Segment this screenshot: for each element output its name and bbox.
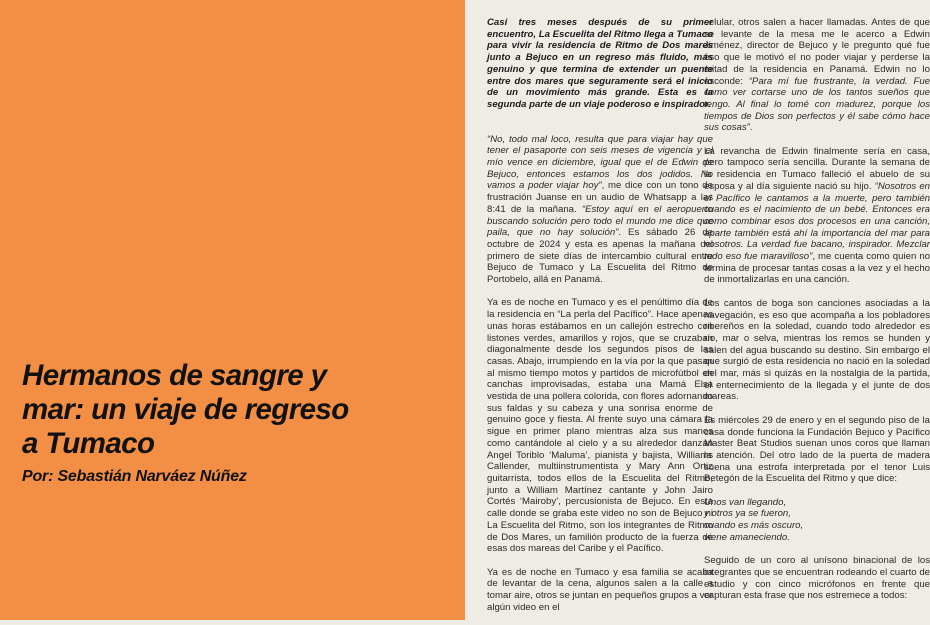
lead-paragraph: Casi tres meses después de su primer encuentro, La Escuelita del Ritmo llega a Tumaco para vivir la residencia de Ritmo de Dos mares junto a Bejuco en un regreso más fluido, más genuino y que termina de extender un puente entre dos mares que seguramente será el inicio de un movimiento más grande. Esta es la segunda parte de un viaje poderoso e inspirador. (487, 17, 713, 110)
body-paragraph (704, 415, 930, 485)
body-text: Es miércoles 29 de enero y en el segundo piso de la casa donde funciona la Fundación Bejuco y Pacífico Master Beat Studios suenan unos coros que llaman la atención. Del otro lado de la puerta de madera suena una estrofa interpretada por el tenor Luis Betegón de la Escuelita del Ritmo y que dice: (704, 414, 930, 485)
body-paragraph (487, 297, 713, 554)
text-column-2 (704, 17, 930, 614)
body-text: . (749, 122, 753, 134)
body-paragraph (704, 17, 930, 134)
quote: “No, todo mal loco, resulta que para viajar hay que tener el pasaporte con seis meses de vigencia y el mío vence en diciembre, igual que el de Edwin de Bejuco, entonces estamos los dos jodidos. No vamos a poder viajar hoy” (487, 133, 713, 192)
body-text: Los cantos de boga son canciones asociadas a la navegación, es eso que acompaña a los pobladores ribereños en la soledad, cuando todo alrededor es río, mar o selva, mientras los remos se hunden y salen del agua buscando su destino. Sin embargo el que surgió de esta residencia no nació en la soledad del mar, más si quizás en la nostalgia de la partida, el enternecimiento de la llegada y el junte de dos mareas. (704, 297, 930, 403)
verse-line: cuando es más oscuro, (704, 520, 804, 532)
body-text: La revancha de Edwin finalmente sería en casa, pero tampoco sería sencilla. Durante la semana de la residencia en Tumaco falleció el abuelo de su esposa y al día siguiente nació su hijo. (704, 145, 930, 192)
text-column-1 (487, 17, 713, 625)
body-paragraph (487, 134, 713, 286)
body-text: Ya es de noche en Tumaco y esa familia se acaba de levantar de la cena, algunos salen a la calle a tomar aire, otros se juntan en pequeños grupos a ver algún video en el (487, 566, 713, 613)
body-text: , me cuenta como quien no termina de procesar tantas cosas a la vez y el hecho de inmortalizarlas en una canción. (704, 251, 930, 286)
article-title: Hermanos de sangre y mar: un viaje de regreso a Tumaco (22, 359, 349, 460)
quote: “Para mí fue frustrante, la verdad. Fue como ver cortarse uno de los tantos sueños que tengo. Al final lo tomé con madurez, porque los tiempos de Dios son perfectos y él sabe cómo hace sus cosas” (704, 75, 930, 134)
body-text: celular, otros salen a hacer llamadas. Antes de que se levante de la mesa me le acerco a Edwin Jiménez, director de Bejuco y le pregunto qué fue eso que le motivó el no poder viajar y perderse la mitad de la residencia en Panamá. Edwin no lo esconde: (704, 17, 930, 87)
verse-block (704, 497, 930, 544)
body-text: Seguido de un coro al unísono binacional de los integrantes que se encuentran rodeando el cuarto de estudio y con cinco micrófonos en frente que capturan esta frase que nos estremece a todos: (704, 555, 930, 602)
quote: “Estoy aquí en el aeropuerto buscando solución pero todo el mundo me dice que paila, que no hay solución” (487, 203, 713, 239)
body-paragraph (704, 298, 930, 403)
article-byline: Por: Sebastián Narváez Núñez (22, 468, 247, 485)
verse-line: viene amaneciendo. (704, 531, 790, 543)
quote: “Nosotros en el Pacífico le cantamos a la muerte, pero también cuando es el nacimiento de un bebé. Entonces era como combinar esos dos procesos en una canción, aparte también está ahí la importancia del mar para nosotros. La verdad fue bacano, inspirador. Mezclar todo eso fue maravilloso” (704, 180, 930, 263)
body-paragraph (487, 567, 713, 614)
verse-line: Unos van llegando, (704, 496, 787, 508)
body-text: . Es sábado 26 de octubre de 2024 y esta es apenas la mañana del primero de siete días de intercambio cultural entre Bejuco de Tumaco y La Escuelita del Ritmo de Portobelo, allá en Panamá. (487, 227, 714, 286)
body-text: , me dice con un tono de frustración Juanse en un audio de Whatsapp a las 8:41 de la mañana. (487, 180, 713, 215)
left-panel (0, 0, 465, 620)
verse-line: y otros ya se fueron, (704, 508, 791, 520)
body-paragraph (704, 555, 930, 602)
body-paragraph (704, 146, 930, 286)
body-text: Ya es de noche en Tumaco y es el penúltimo día de la residencia en “La perla del Pacífico”. Hace apenas unas horas estábamos en un callejón estrecho con listones verdes, amarillos y rojos, que se cruzaban diagonalmente desde los segundos pisos de las casas. Abajo, irrumpiendo en la vía por la que pasan al mismo tiempo motos y partidos de microfútbol en canchas improvisadas, estaba una Mamá Elsa vestida de una pollera colorida, con flores adornando sus faldas y su cabeza y una sonrisa enorme de genuino goce y fiesta. Al frente suyo una cámara la sigue en primer plano mientras alza sus manos como cantándole al cielo y a su alrededor danzan Angel Toriblo ‘Maluma’, pianista y bajista, Williams Callender, multiinstrumentista y Mary Ann Ortiz guitarrista, todos ellos de la Escuelita del Ritmo, junto a William Martínez cantante y John Jairo Cortés ‘Mairoby’, percusionista de Bejuco. En esta calle donde se graba este video no son de Bejuco ni La Escuelita del Ritmo, son los integrantes de Ritmo de Dos Mares, un familión producto de la fuerza de esas dos mareas del Caribe y el Pacífico. (487, 297, 713, 555)
